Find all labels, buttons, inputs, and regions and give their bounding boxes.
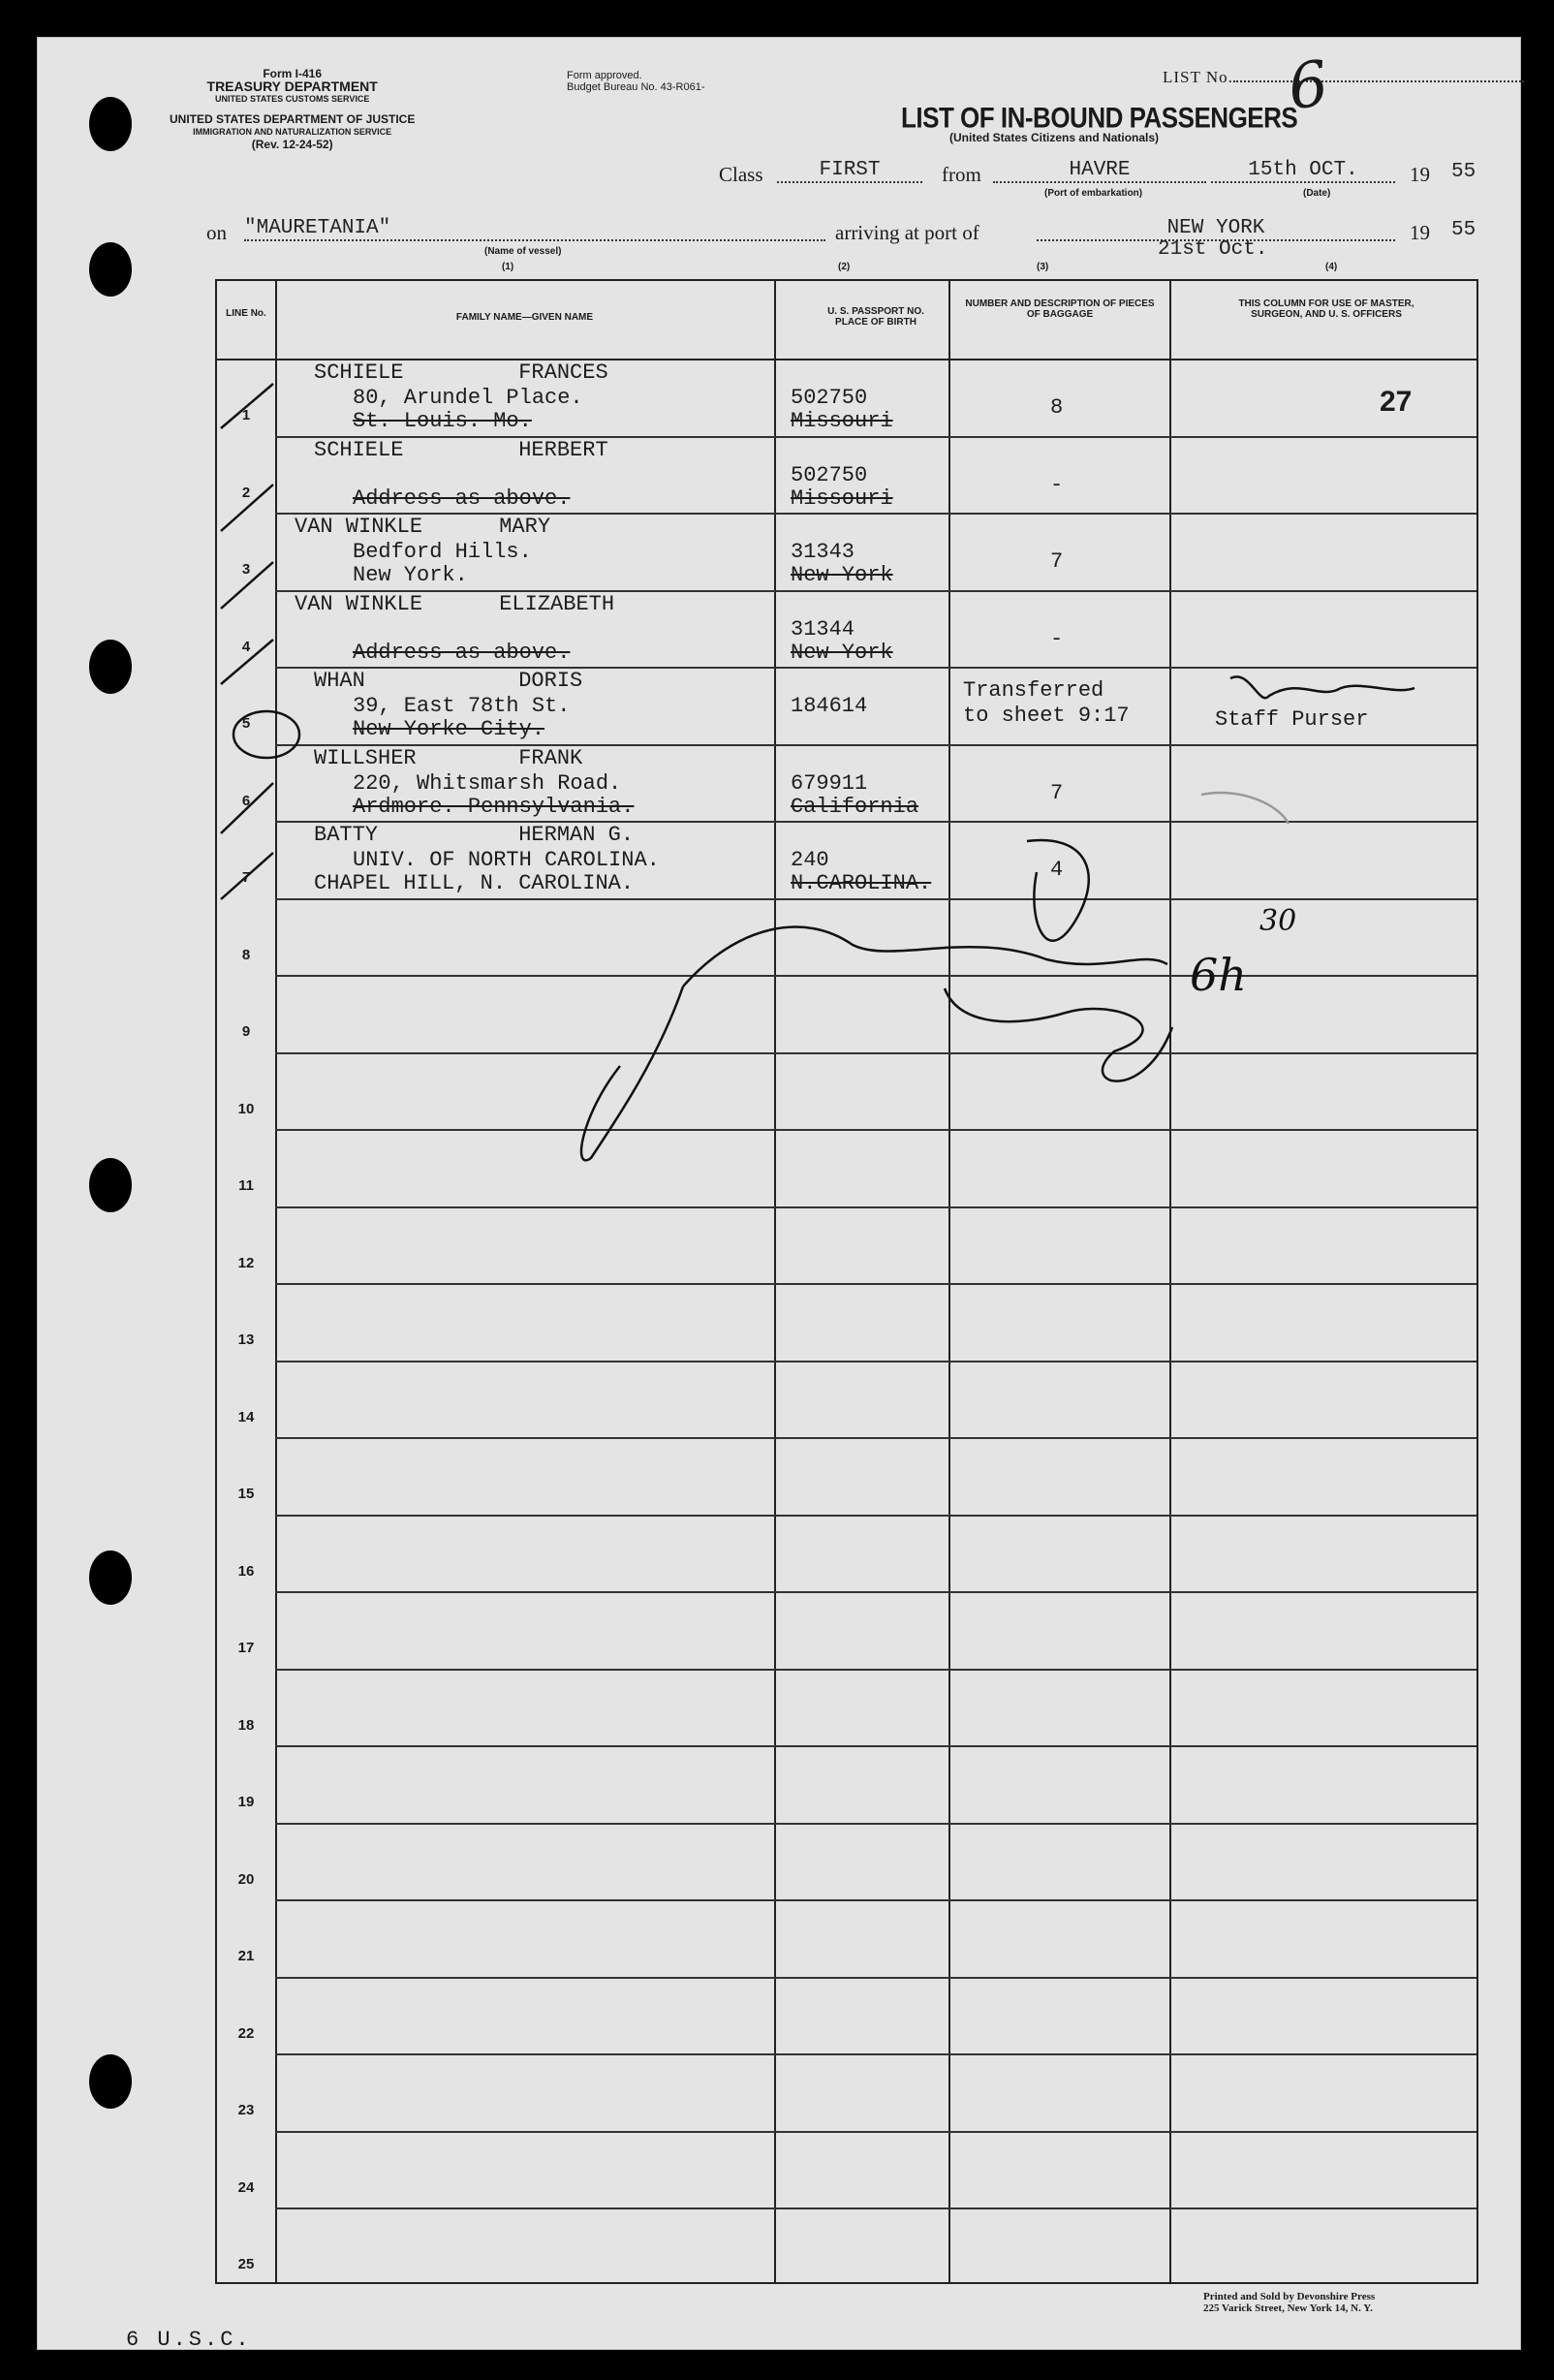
passport-number: 679911 xyxy=(791,770,868,796)
passenger-name: VAN WINKLE MARY xyxy=(295,515,551,539)
passport-number: 184614 xyxy=(791,694,868,718)
address-line-2: New York. xyxy=(353,563,468,587)
line-number: 21 xyxy=(237,1948,255,1964)
address-line-2: CHAPEL HILL, N. CAROLINA. xyxy=(314,871,635,895)
passport-number: 240 xyxy=(791,848,829,872)
place-of-birth: N.CAROLINA. xyxy=(791,871,932,895)
line-number: 1 xyxy=(241,407,251,423)
passenger-name: WHAN DORIS xyxy=(314,669,583,693)
port-of-embarkation: HAVRE xyxy=(993,159,1206,183)
line-number: 15 xyxy=(237,1486,255,1502)
line-number: 9 xyxy=(241,1023,251,1040)
column-caption-1: (1) xyxy=(502,262,514,272)
line-number: 14 xyxy=(237,1408,255,1425)
baggage-count: - xyxy=(1050,626,1064,651)
passenger-name: VAN WINKLE ELIZABETH xyxy=(295,591,615,616)
line-number: 24 xyxy=(237,2178,255,2196)
arrival-date: 21st Oct. xyxy=(1158,238,1268,261)
line-number: 17 xyxy=(237,1640,255,1656)
revision-label: (Rev. 12-24-52) xyxy=(251,138,333,151)
officer-note: 27 xyxy=(1380,386,1413,418)
address-line-2: Address as above. xyxy=(353,485,571,511)
port-caption: (Port of embarkation) xyxy=(1044,188,1143,199)
line-number: 13 xyxy=(237,1331,255,1348)
class-value: FIRST xyxy=(777,159,922,183)
check-mark xyxy=(221,783,273,833)
header-officers: THIS COLUMN FOR USE OF MASTER, SURGEON, AND U. S. OFFICERS xyxy=(1238,298,1414,320)
baggage-count: 4 xyxy=(1050,858,1064,882)
list-number-value: 6 xyxy=(1284,47,1333,125)
place-of-birth: Missouri xyxy=(791,409,893,433)
printer-name: Printed and Sold by Devonshire Press xyxy=(1203,2291,1376,2302)
on-label: on xyxy=(206,221,227,244)
baggage-count: 7 xyxy=(1050,780,1064,805)
passport-number: 31344 xyxy=(791,616,855,642)
address-line-2: Ardmore. Pennsylvania. xyxy=(353,794,635,819)
signature-stroke xyxy=(1230,676,1414,698)
printer-address: 225 Varick Street, New York 14, N. Y. xyxy=(1203,2302,1373,2314)
justice-label: UNITED STATES DEPARTMENT OF JUSTICE xyxy=(170,112,416,126)
line-number: 3 xyxy=(241,561,251,578)
line-number: 18 xyxy=(237,1716,255,1734)
address-line-2: New Yorke City. xyxy=(353,717,545,741)
check-mark xyxy=(221,562,273,609)
column-caption-4: (4) xyxy=(1325,262,1338,272)
line-number: 23 xyxy=(237,2102,255,2118)
circle-mark xyxy=(233,711,299,758)
annotation-mark: 6h xyxy=(1190,949,1247,1001)
passport-number: 502750 xyxy=(791,386,868,410)
form-approved-label: Form approved. xyxy=(567,70,642,81)
header-baggage: NUMBER AND DESCRIPTION OF PIECES OF BAGGAGE xyxy=(965,298,1155,320)
passenger-name: WILLSHER FRANK xyxy=(314,745,583,770)
vessel-caption: (Name of vessel) xyxy=(484,246,562,257)
annotation-mark: 30 xyxy=(1259,904,1297,938)
line-number: 22 xyxy=(237,2024,255,2042)
header-line-no: LINE No. xyxy=(226,308,266,319)
place-of-birth: California xyxy=(791,794,919,819)
check-mark xyxy=(221,853,273,899)
passenger-name: SCHIELE HERBERT xyxy=(314,437,608,462)
arrival-port: NEW YORK xyxy=(1037,217,1395,241)
line-number: 19 xyxy=(237,1794,255,1810)
from-label: from xyxy=(942,163,981,186)
line-number: 7 xyxy=(241,869,251,886)
circle-mark xyxy=(1027,840,1089,941)
year2-value: 55 xyxy=(1451,219,1476,241)
passport-number: 31343 xyxy=(791,540,855,564)
form-number: Form I-416 xyxy=(263,67,323,80)
address-line-1: 39, East 78th St. xyxy=(353,694,571,718)
embarkation-date: 15th OCT. xyxy=(1211,159,1395,183)
column-caption-2: (2) xyxy=(838,262,851,272)
baggage-count: 7 xyxy=(1050,549,1064,574)
budget-label: Budget Bureau No. 43-R061- xyxy=(567,81,705,93)
customs-label: UNITED STATES CUSTOMS SERVICE xyxy=(214,94,370,104)
line-number: 6 xyxy=(241,792,251,809)
line-number: 8 xyxy=(241,946,251,963)
passport-number: 502750 xyxy=(791,462,868,487)
signature-stroke xyxy=(683,927,1167,986)
officer-note: Staff Purser xyxy=(1215,707,1369,732)
class-label: Class xyxy=(719,163,763,186)
passenger-name: SCHIELE FRANCES xyxy=(314,360,608,385)
statute-reference: 6 U.S.C. xyxy=(126,2328,252,2352)
vessel-name: "MAURETANIA" xyxy=(244,217,825,241)
baggage-count: Transferred to sheet 9:17 xyxy=(963,678,1130,728)
signature-stroke xyxy=(581,986,683,1160)
address-line-1: Bedford Hills. xyxy=(353,540,532,564)
year2-prefix: 19 xyxy=(1410,221,1430,244)
printer-imprint xyxy=(1203,2291,1375,2314)
faint-stamp xyxy=(1201,793,1289,824)
line-number: 16 xyxy=(237,1562,255,1580)
treasury-label: TREASURY DEPARTMENT xyxy=(206,78,378,94)
baggage-count: 8 xyxy=(1050,395,1064,420)
address-line-1: 80, Arundel Place. xyxy=(353,386,583,410)
ins-label: IMMIGRATION AND NATURALIZATION SERVICE xyxy=(193,127,392,137)
place-of-birth: Missouri xyxy=(791,485,893,511)
address-line-2: Address as above. xyxy=(353,640,571,665)
page-title: LIST OF IN-BOUND PASSENGERS xyxy=(901,100,1298,135)
year-value: 55 xyxy=(1451,161,1476,183)
address-line-1: UNIV. OF NORTH CAROLINA. xyxy=(353,848,660,872)
line-number: 10 xyxy=(237,1100,255,1117)
year-prefix: 19 xyxy=(1410,163,1430,186)
header-passport: U. S. PASSPORT NO. PLACE OF BIRTH xyxy=(827,306,924,328)
line-number: 4 xyxy=(241,638,251,655)
arriving-label: arriving at port of xyxy=(835,221,979,244)
signature-stroke xyxy=(945,988,1172,1081)
passenger-name: BATTY HERMAN G. xyxy=(314,823,635,847)
check-mark xyxy=(221,384,273,428)
line-number: 2 xyxy=(241,484,251,501)
line-number: 11 xyxy=(238,1177,254,1194)
check-mark xyxy=(221,485,273,531)
address-line-2: St. Louis. Mo. xyxy=(353,409,532,433)
list-number-label: LIST No. xyxy=(1163,68,1233,86)
place-of-birth: New York xyxy=(791,640,893,665)
baggage-count: - xyxy=(1050,472,1064,497)
line-number: 25 xyxy=(237,2256,255,2272)
line-number: 12 xyxy=(237,1254,255,1271)
page-subtitle: (United States Citizens and Nationals) xyxy=(949,131,1160,144)
place-of-birth: New York xyxy=(791,563,893,587)
address-line-1: 220, Whitsmarsh Road. xyxy=(353,770,622,796)
line-number: 5 xyxy=(241,715,251,732)
header-name: FAMILY NAME—GIVEN NAME xyxy=(455,312,594,323)
line-number: 20 xyxy=(237,1870,255,1888)
date-caption: (Date) xyxy=(1303,188,1331,199)
column-caption-3: (3) xyxy=(1037,262,1049,272)
check-mark xyxy=(221,640,273,684)
